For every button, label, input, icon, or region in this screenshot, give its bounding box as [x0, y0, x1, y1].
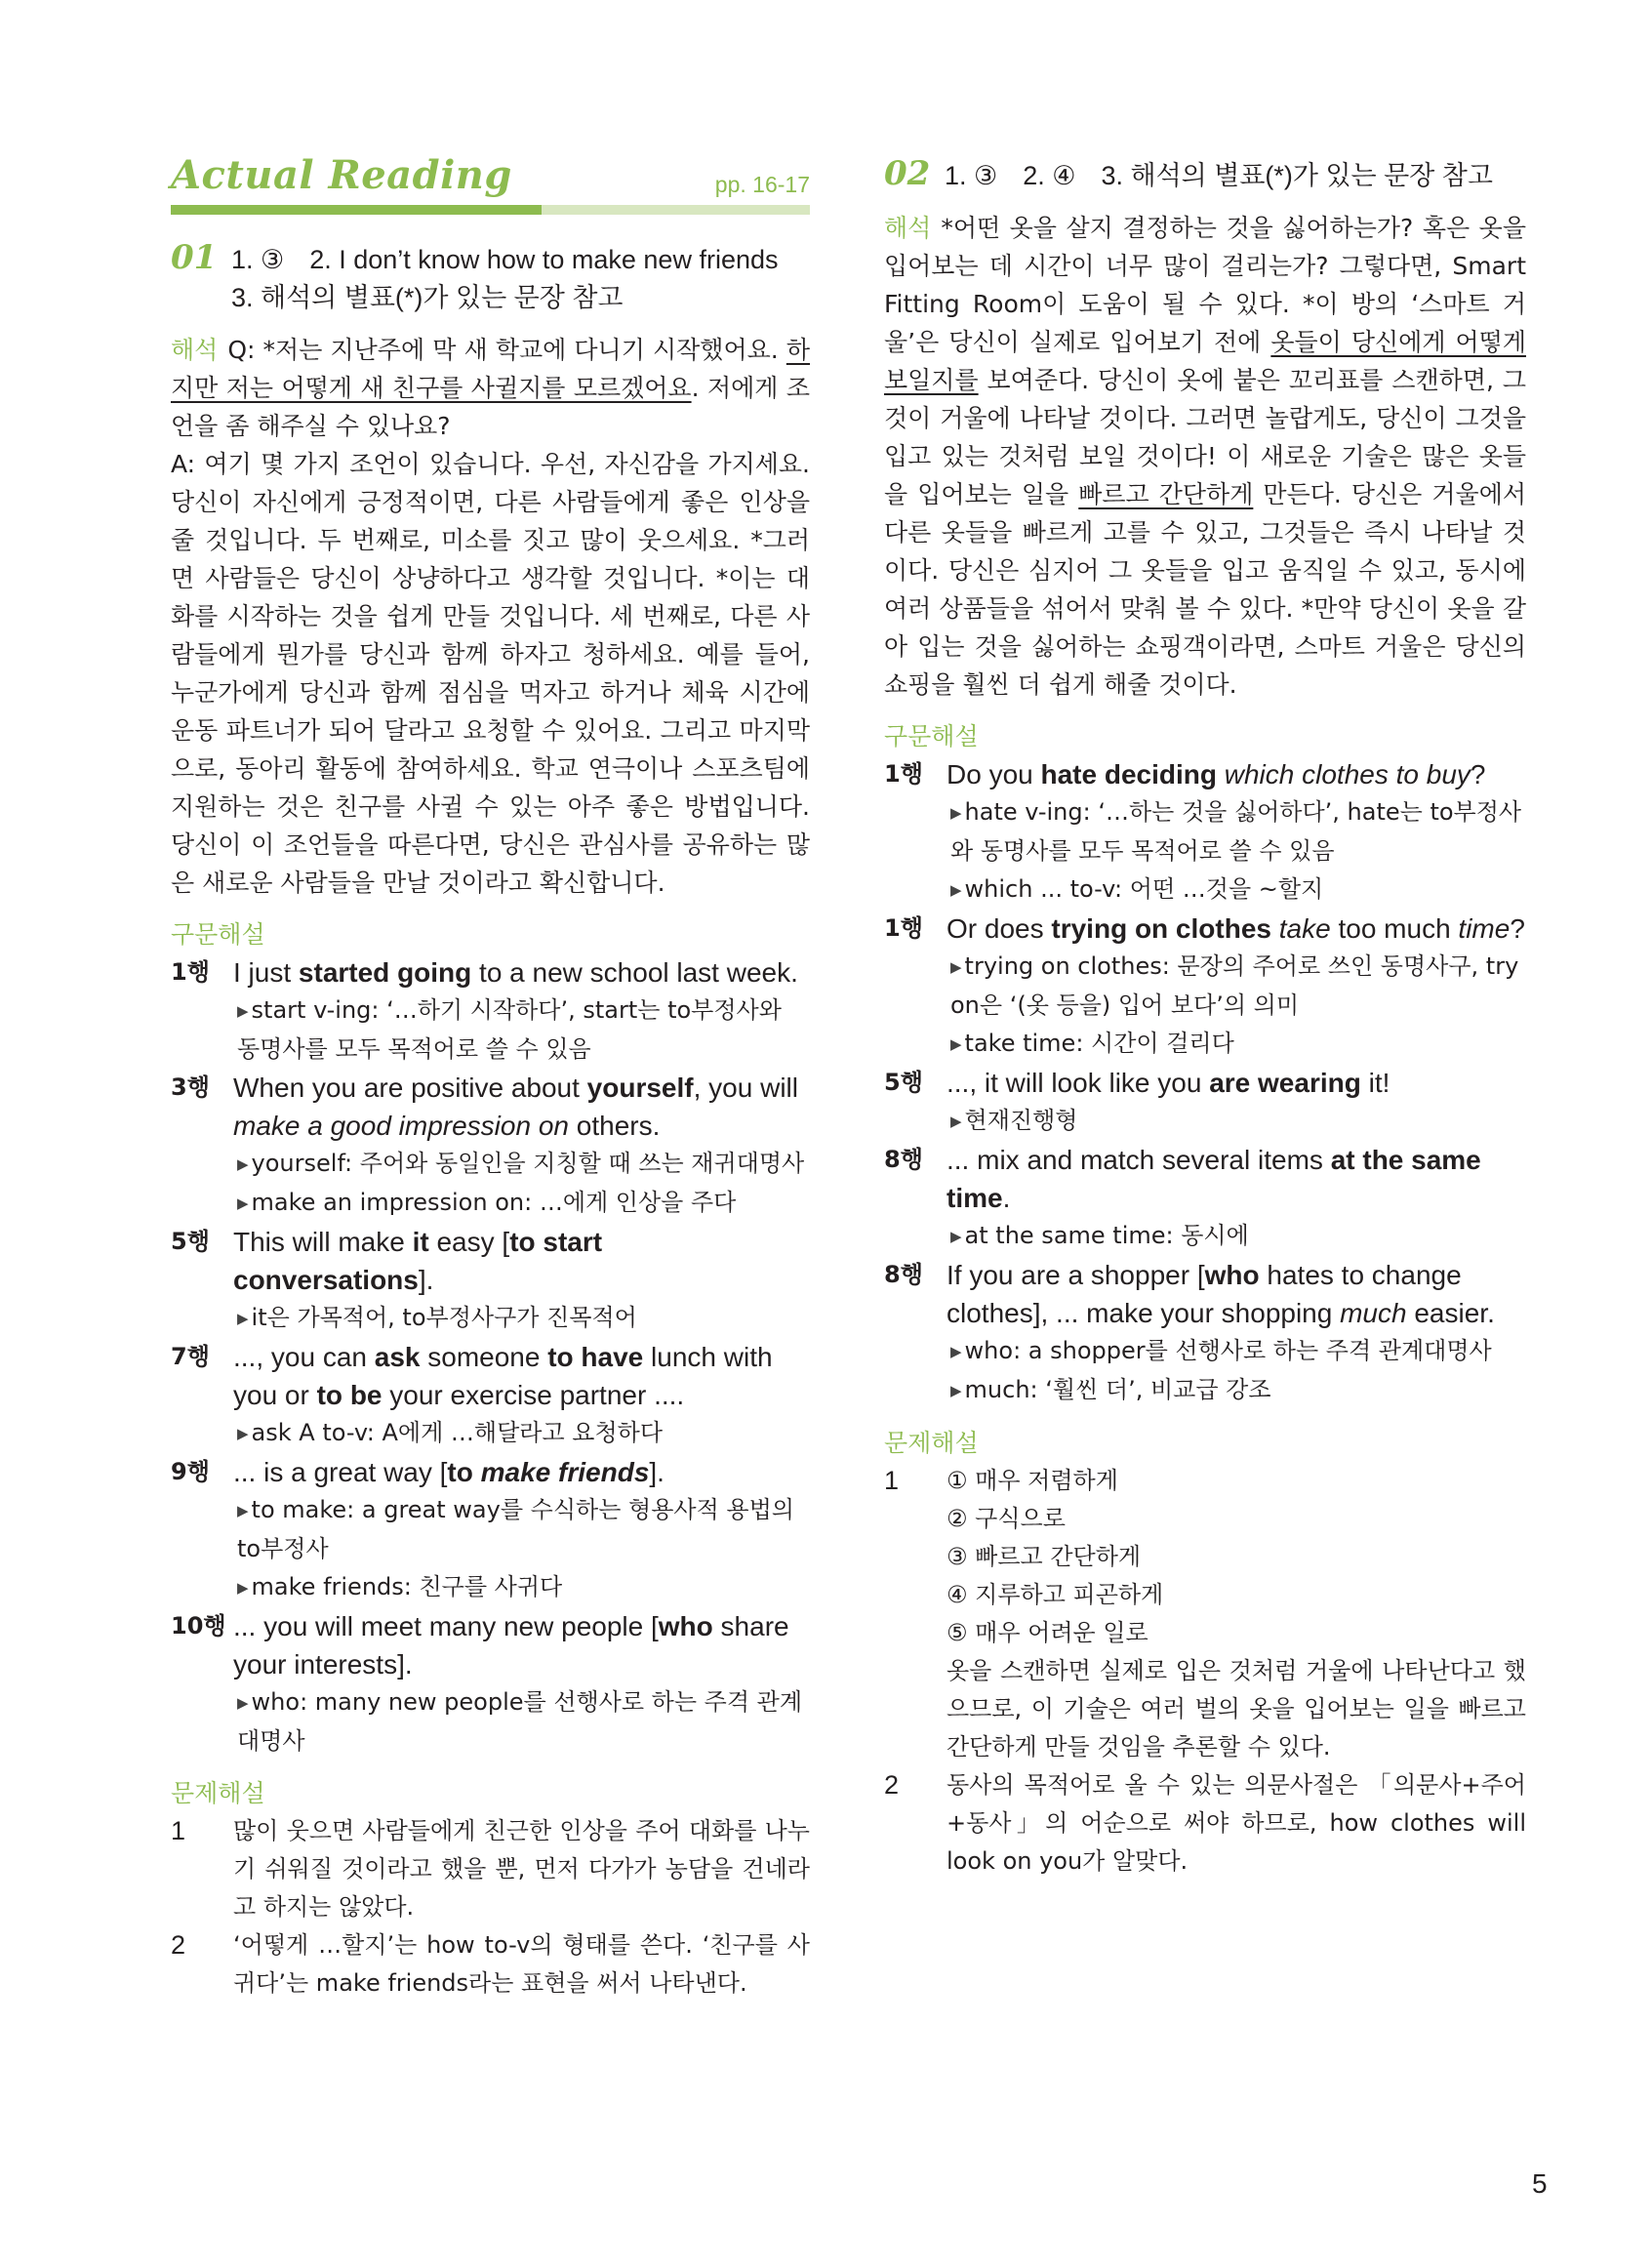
option-item: ④ 지루하고 피곤하게	[947, 1581, 1164, 1608]
section-title: Actual Reading	[171, 152, 512, 198]
sentence-part: ?	[1470, 759, 1486, 789]
left-column	[171, 146, 810, 2003]
problem-number: 1	[171, 1816, 186, 1845]
grammar-note	[947, 1217, 1526, 1256]
grammar-note	[947, 1332, 1526, 1371]
translation-text: 만든다. 당신은 거울에서 다른 옷들을 빠르게 고를 수 있고, 그것들은 즉시 나타날 것이다. 당신은 심지어 그 옷들을 입고 움직일 수 있고, 동시에 여러 상품들을 섞어서 맞춰 볼 수 있다. *만약 당신이 옷을 갈아 입는 것을 싫어하는 쇼핑객이라면, 스마트 거울은 당신의 쇼핑을 훨씬 더 쉽게 해줄 것이다.	[884, 480, 1526, 699]
triangle-right-icon: ▶	[950, 1382, 962, 1399]
sentence-part: lunch with you or	[233, 1342, 773, 1410]
sentence-part: ].	[418, 1265, 434, 1295]
grammar-note	[233, 1683, 810, 1761]
example-sentence	[233, 1607, 810, 1683]
sentence-part: , you will	[693, 1073, 798, 1103]
sentence-part: ... you will meet many new people [	[233, 1611, 659, 1641]
sentence-part: easy [	[428, 1227, 510, 1257]
translation-text: A: 여기 몇 가지 조언이 있습니다. 우선, 자신감을 가지세요. 당신이 자신에게 긍정적이면, 다른 사람들에게 좋은 인상을 줄 것입니다. 두 번째로, 미소를 짓고 많이 웃으세요. *그러면 사람들은 당신이 상냥하다고 생각할 것입니다. *이는 대화를 시작하는 것을 쉽게 만들 것입니다. 세 번째로, 다른 사람들에게 뭔가를 당신과 함께 하자고 청하세요. 예를 들어, 누군가에게 당신과 함께 점심을 먹자고 하거나 체육 시간에 운동 파트너가 되어 달라고 요청할 수 있어요. 그리고 마지막으로, 동아리 활동에 참여하세요. 학교 연극이나 스포츠팀에 지원하는 것은 친구를 사귈 수 있는 아주 좋은 방법입니다. 당신이 이 조언들을 따른다면, 당신은 관심사를 공유하는 많은 새로운 사람들을 만날 것이라고 확신합니다.	[171, 450, 810, 897]
note-text: make an impression on: …에게 인상을 주다	[251, 1189, 737, 1216]
line-number: 1행	[884, 914, 923, 942]
sentence-italic: much	[1340, 1298, 1407, 1328]
sentence-emphasis: are wearing	[1209, 1068, 1361, 1098]
sentence-part: ].	[649, 1457, 665, 1487]
note-text: ask A to-v: A에게 …해달라고 요청하다	[251, 1419, 664, 1446]
grammar-item	[171, 1338, 810, 1453]
sentence-emphasis: who	[1204, 1260, 1260, 1290]
line-number: 7행	[171, 1343, 210, 1370]
grammar-note	[947, 1025, 1526, 1064]
sentence-part: ..., it will look like you	[947, 1068, 1210, 1098]
triangle-right-icon: ▶	[950, 1035, 962, 1053]
answer-list	[231, 241, 804, 317]
sentence-emphasis: ask	[374, 1342, 421, 1372]
note-text: which ... to-v: 어떤 …것을 ~할지	[964, 875, 1324, 903]
problem-explanation	[171, 1812, 810, 1926]
grammar-item	[171, 1223, 810, 1338]
sentence-part: easier.	[1406, 1298, 1495, 1328]
line-number: 3행	[171, 1073, 210, 1101]
grammar-item	[171, 1069, 810, 1223]
sentence-part: your exercise partner ....	[382, 1380, 685, 1410]
translation-text: . 저에게 조언을 좀 해주실 수 있나요?	[171, 374, 810, 440]
triangle-right-icon: ▶	[950, 1228, 962, 1245]
note-text: 현재진행형	[964, 1107, 1078, 1134]
sentence-part: Or does	[947, 913, 1052, 944]
grammar-note	[233, 992, 810, 1069]
translation-paragraph	[884, 209, 1526, 704]
translation-label: 해석	[171, 336, 219, 364]
sentence-part: share your interests].	[233, 1611, 789, 1680]
sentence-part: Do you	[947, 759, 1041, 789]
answer-list	[945, 157, 1493, 195]
sentence-emphasis: to	[447, 1457, 481, 1487]
triangle-right-icon: ▶	[237, 1579, 249, 1597]
problem-explanation	[884, 1462, 1526, 1766]
sentence-italic: take	[1278, 913, 1331, 944]
header-divider-accent	[171, 205, 542, 215]
example-sentence	[947, 1064, 1526, 1102]
sentence-part: When you are positive about	[233, 1073, 587, 1103]
sentence-part: .	[1002, 1183, 1011, 1213]
sentence-emphasis: started going	[298, 957, 472, 988]
sentence-part: to a new school last week.	[471, 957, 798, 988]
note-text: yourself: 주어와 동일인을 지칭할 때 쓰는 재귀대명사	[251, 1150, 805, 1177]
sentence-part: ..., you can	[233, 1342, 375, 1372]
grammar-item	[884, 1141, 1526, 1256]
sentence-part: it!	[1360, 1068, 1390, 1098]
sentence-part: ?	[1510, 913, 1525, 944]
grammar-item	[171, 1607, 810, 1761]
sentence-emphasis: to be	[316, 1380, 383, 1410]
triangle-right-icon: ▶	[237, 1155, 249, 1173]
grammar-heading: 구문해설	[884, 722, 979, 750]
line-number: 5행	[884, 1069, 923, 1096]
note-text: to make: a great way를 수식하는 형용사적 용법의 to부정사	[237, 1496, 794, 1562]
translation-paragraph	[171, 331, 810, 902]
translation-text: *어떤 옷을 살지 결정하는 것을 싫어하는가? 혹은 옷을 입어보는 데 시간이 너무 많이 걸리는가? 그렇다면, Smart Fitting Room이 도움이 될 수 있다. *이 방의 ‘스마트 거울’은 당신이 실제로 입어보기 전에	[884, 214, 1526, 356]
problem-text: ‘어떻게 …할지’는 how to-v의 형태를 쓴다. ‘친구를 사귀다’는 make friends라는 표현을 써서 나타낸다.	[233, 1931, 810, 1997]
grammar-note	[233, 1299, 810, 1338]
grammar-note	[233, 1184, 810, 1223]
problems-heading: 문제해설	[171, 1779, 265, 1807]
note-text: make friends: 친구를 사귀다	[251, 1573, 563, 1600]
sentence-emphasis: yourself	[586, 1073, 694, 1103]
line-number: 5행	[171, 1228, 210, 1255]
sentence-part: someone	[420, 1342, 548, 1372]
grammar-note	[947, 1371, 1526, 1410]
note-text: trying on clothes: 문장의 주어로 쓰인 동명사구, try on은 ‘(옷 등을) 입어 보다’의 의미	[950, 952, 1519, 1019]
example-sentence	[233, 1223, 810, 1299]
note-text: who: many new people를 선행사로 하는 주격 관계대명사	[237, 1688, 803, 1755]
triangle-right-icon: ▶	[950, 958, 962, 976]
option-item: ③ 빠르고 간단하게	[947, 1543, 1142, 1570]
triangle-right-icon: ▶	[950, 1343, 962, 1360]
example-sentence	[947, 910, 1526, 948]
sentence-emphasis: trying on clothes	[1051, 913, 1271, 944]
problem-text: 옷을 스캔하면 실제로 입은 것처럼 거울에 나타난다고 했으므로, 이 기술은 여러 벌의 옷을 입어보는 일을 빠르고 간단하게 만들 것임을 추론할 수 있다.	[947, 1657, 1526, 1761]
line-number: 1행	[171, 958, 210, 986]
sentence-italic: time	[1458, 913, 1511, 944]
problem-number: 2	[884, 1770, 900, 1800]
triangle-right-icon: ▶	[237, 1425, 249, 1442]
underlined-answer: 옷들이 당신에게 어떻게 보일지를	[884, 328, 1526, 394]
translation-text: 보여준다. 당신이 옷에 붙은 꼬리표를 스캔하면, 그것이 거울에 나타날 것이다. 그러면 놀랍게도, 당신이 그것을 입고 있는 것처럼 보일 것이다! 이 새로운 기술은 많은 옷들을 입어보는 일을	[884, 366, 1526, 508]
grammar-item	[171, 1453, 810, 1607]
problems-heading: 문제해설	[884, 1429, 979, 1457]
note-text: much: ‘훨씬 더’, 비교급 강조	[964, 1376, 1271, 1403]
sentence-part: too much	[1330, 913, 1459, 944]
option-item: ⑤ 매우 어려운 일로	[947, 1619, 1148, 1646]
problem-body	[947, 1462, 1526, 1766]
grammar-item	[884, 1256, 1526, 1410]
section-header	[171, 146, 810, 217]
right-column	[884, 146, 1526, 1881]
underlined-answer: 빠르고 간단하게	[1078, 480, 1254, 508]
problem-text: 많이 웃으면 사람들에게 친근한 인상을 주어 대화를 나누기 쉬워질 것이라고 했을 뿐, 먼저 다가가 농담을 건네라고 하지는 않았다.	[233, 1817, 810, 1921]
answer-block-01	[171, 238, 810, 317]
example-sentence	[947, 1141, 1526, 1217]
triangle-right-icon: ▶	[950, 1113, 962, 1130]
underlined-answer: 하지만 저는 어떻게 새 친구를 사귈지를 모르겠어요	[171, 336, 810, 402]
sentence-part	[1271, 913, 1279, 944]
sentence-emphasis: who	[658, 1611, 713, 1641]
triangle-right-icon: ▶	[237, 1310, 249, 1327]
sentence-italic: which clothes to buy	[1224, 759, 1471, 789]
problem-explanation	[884, 1766, 1526, 1881]
triangle-right-icon: ▶	[237, 1694, 249, 1712]
grammar-note	[947, 793, 1526, 870]
option-item: ② 구식으로	[947, 1505, 1066, 1532]
question-number: 01	[171, 238, 218, 277]
page-range: pp. 16-17	[714, 172, 810, 197]
answer-item: 1. ③	[945, 161, 998, 190]
problem-text: 동사의 목적어로 올 수 있는 의문사절은 「의문사+주어+동사」의 어순으로 써야 하므로, how clothes will look on you가 알맞다.	[947, 1771, 1526, 1875]
note-text: it은 가목적어, to부정사구가 진목적어	[251, 1304, 637, 1331]
option-item: ① 매우 저렴하게	[947, 1467, 1118, 1494]
line-number: 8행	[884, 1146, 923, 1173]
sentence-emphasis: to start conversations	[233, 1227, 603, 1295]
sentence-emphasis: make friends	[480, 1457, 650, 1487]
grammar-item	[884, 755, 1526, 910]
grammar-note	[947, 1102, 1526, 1141]
sentence-emphasis: hate deciding	[1040, 759, 1217, 789]
sentence-part: If you are a shopper [	[947, 1260, 1205, 1290]
note-text: hate v-ing: ‘…하는 것을 싫어하다’, hate는 to부정사와 동명사를 모두 목적어로 쓸 수 있음	[950, 798, 1522, 865]
line-number: 1행	[884, 760, 923, 788]
sentence-emphasis: at the same time	[947, 1145, 1481, 1213]
problem-number: 1	[884, 1466, 900, 1495]
answer-item: 3. 해석의 별표(*)가 있는 문장 참고	[231, 283, 624, 312]
grammar-item	[171, 953, 810, 1069]
note-text: take time: 시간이 걸리다	[964, 1030, 1234, 1057]
problem-number: 2	[171, 1930, 186, 1960]
sentence-part: I just	[233, 957, 299, 988]
triangle-right-icon: ▶	[237, 1194, 249, 1212]
line-number: 8행	[884, 1261, 923, 1288]
answer-item: 2. ④	[1023, 161, 1076, 190]
note-text: start v-ing: ‘…하기 시작하다’, start는 to부정사와 동명사를 모두 목적어로 쓸 수 있음	[237, 996, 782, 1063]
note-text: at the same time: 동시에	[964, 1222, 1249, 1249]
question-number: 02	[884, 154, 931, 193]
sentence-emphasis: to have	[547, 1342, 644, 1372]
answer-block-02	[884, 154, 1526, 195]
example-sentence	[947, 1256, 1526, 1332]
grammar-note	[947, 870, 1526, 910]
line-number: 9행	[171, 1458, 210, 1485]
triangle-right-icon: ▶	[950, 804, 962, 822]
grammar-note	[233, 1568, 810, 1607]
sentence-part: ... is a great way [	[233, 1457, 448, 1487]
answer-item: 3. 해석의 별표(*)가 있는 문장 참고	[1101, 161, 1493, 190]
sentence-part: ... mix and match several items	[947, 1145, 1331, 1175]
sentence-part: This will make	[233, 1227, 413, 1257]
problem-explanation	[171, 1926, 810, 2003]
grammar-note	[233, 1491, 810, 1568]
page-number: 5	[1532, 2168, 1548, 2199]
example-sentence	[947, 755, 1526, 793]
example-sentence	[233, 1069, 810, 1145]
triangle-right-icon: ▶	[237, 1002, 249, 1020]
line-number: 10행	[171, 1612, 226, 1640]
example-sentence	[233, 1338, 810, 1414]
sentence-part: others.	[568, 1111, 661, 1141]
sentence-part	[1217, 759, 1225, 789]
example-sentence	[233, 1453, 810, 1491]
grammar-item	[884, 910, 1526, 1064]
translation-text: Q: *저는 지난주에 막 새 학교에 다니기 시작했어요.	[227, 336, 786, 364]
sentence-part: hates to change clothes], ... make your shopping	[947, 1260, 1462, 1328]
triangle-right-icon: ▶	[950, 881, 962, 899]
translation-label: 해석	[884, 214, 932, 242]
grammar-note	[233, 1145, 810, 1184]
grammar-heading: 구문해설	[171, 920, 265, 949]
sentence-emphasis: it	[412, 1227, 429, 1257]
note-text: who: a shopper를 선행사로 하는 주격 관계대명사	[964, 1337, 1492, 1364]
triangle-right-icon: ▶	[237, 1502, 249, 1519]
answer-item: 1. ③	[231, 245, 285, 274]
grammar-item	[884, 1064, 1526, 1141]
grammar-note	[233, 1414, 810, 1453]
grammar-note	[947, 948, 1526, 1025]
sentence-italic: make a good impression on	[233, 1111, 569, 1141]
example-sentence	[233, 953, 810, 992]
answer-item: 2. I don’t know how to make new friends	[309, 245, 779, 274]
